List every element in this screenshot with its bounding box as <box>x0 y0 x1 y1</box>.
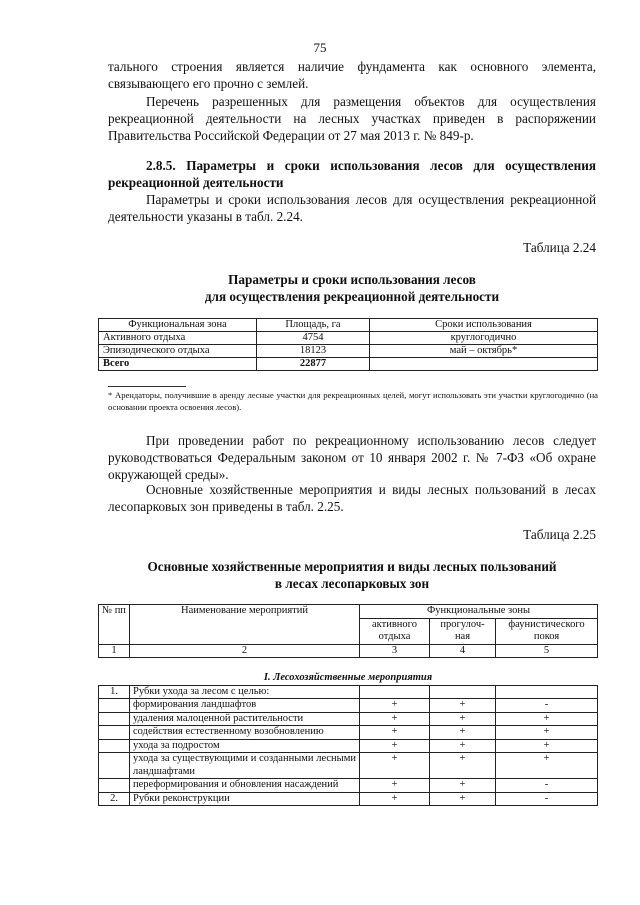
zone-value: + <box>360 726 430 740</box>
activity-name: Рубки реконструкции <box>130 792 360 806</box>
area-cell: 4754 <box>257 332 370 345</box>
header-zones: Функциональные зоны <box>360 605 598 619</box>
header-zone-walking: прогулоч-ная <box>430 618 496 644</box>
zone-value: - <box>496 699 598 713</box>
table-row <box>99 712 598 726</box>
footnote: * Арендаторы, получившие в аренду лесные участки для рекреационных целей, могут использовать эти участки круглогодично (на основании проекта освоения лесов). <box>108 390 598 412</box>
section-title: I. Лесохозяйственные мероприятия <box>99 658 598 686</box>
table-row <box>99 753 598 779</box>
header-num: № пп <box>99 605 130 645</box>
period-cell: май – октябрь* <box>370 345 598 358</box>
zone-value: + <box>430 739 496 753</box>
table-row <box>99 726 598 740</box>
row-number-empty <box>99 726 130 740</box>
paragraph-continuation: тального строения является наличие фундамента как основного элемента, связывающего его прочно с землей. <box>108 59 596 92</box>
col-number: 5 <box>496 644 598 658</box>
table-label: Таблица 2.24 <box>523 240 596 255</box>
table-row <box>99 699 598 713</box>
total-area: 22877 <box>257 358 370 371</box>
period-cell: круглогодично <box>370 332 598 345</box>
table-title-line1: Основные хозяйственные мероприятия и виды лесных пользований <box>147 559 557 574</box>
page-number: 75 <box>313 40 327 55</box>
section-row <box>99 658 598 686</box>
table-row <box>99 779 598 793</box>
zone-cell: Активного отдыха <box>99 332 257 345</box>
zone-value: + <box>430 699 496 713</box>
table-header-row <box>99 319 598 332</box>
zone-value: + <box>496 739 598 753</box>
header-name: Наименование мероприятий <box>130 605 360 645</box>
zone-value: - <box>496 779 598 793</box>
row-number-empty <box>99 699 130 713</box>
total-empty <box>370 358 598 371</box>
zone-value: + <box>360 739 430 753</box>
header-cell: Функциональная зона <box>99 319 257 332</box>
zone-value: + <box>430 753 496 779</box>
paragraph-federal-law: При проведении работ по рекреационному использованию лесов следует руководствоваться Федеральным законом от 10 января 2002 г. № 7-ФЗ «Об охране окружающей среды». <box>108 433 596 483</box>
zone-value <box>430 685 496 699</box>
row-number: 1. <box>99 685 130 699</box>
activity-name: удаления малоценной растительности <box>130 712 360 726</box>
table-row <box>99 792 598 806</box>
table-title-line2: в лесах лесопарковых зон <box>274 576 430 591</box>
zone-value: + <box>430 779 496 793</box>
zone-value: + <box>496 753 598 779</box>
zone-value: - <box>496 792 598 806</box>
col-number: 1 <box>99 644 130 658</box>
forest-activities-table <box>98 604 598 806</box>
zone-value: + <box>360 753 430 779</box>
header-zone-fauna: фаунистического покоя <box>496 618 598 644</box>
row-number: 2. <box>99 792 130 806</box>
table-row <box>99 345 598 358</box>
section-heading: 2.8.5. Параметры и сроки использования лесов для осуществления рекреационной деятельности <box>108 158 596 191</box>
zone-cell: Эпизодического отдыха <box>99 345 257 358</box>
zone-value: + <box>496 712 598 726</box>
activity-name: содействия естественному возобновлению <box>130 726 360 740</box>
paragraph-parameters: Параметры и сроки использования лесов для осуществления рекреационной деятельности указаны в табл. 2.24. <box>108 192 596 225</box>
row-number-empty <box>99 753 130 779</box>
header-cell: Сроки использования <box>370 319 598 332</box>
footnote-divider <box>108 386 186 387</box>
column-number-row <box>99 644 598 658</box>
table-title-line1: Параметры и сроки использования лесов <box>228 272 476 287</box>
zone-value: + <box>496 726 598 740</box>
recreation-parameters-table <box>98 318 598 371</box>
header-zone-active: активного отдыха <box>360 618 430 644</box>
table-row <box>99 332 598 345</box>
zone-value: + <box>430 712 496 726</box>
zone-value <box>496 685 598 699</box>
table-header-row <box>99 605 598 619</box>
zone-value: + <box>360 712 430 726</box>
zone-value: + <box>360 792 430 806</box>
activity-name: переформирования и обновления насаждений <box>130 779 360 793</box>
row-number-empty <box>99 779 130 793</box>
activity-name: ухода за подростом <box>130 739 360 753</box>
activity-name: формирования ландшафтов <box>130 699 360 713</box>
col-number: 4 <box>430 644 496 658</box>
zone-value: + <box>430 726 496 740</box>
table-total-row <box>99 358 598 371</box>
table-row <box>99 685 598 699</box>
table-title-line2: для осуществления рекреационной деятельности <box>204 289 500 304</box>
col-number: 2 <box>130 644 360 658</box>
header-cell: Площадь, га <box>257 319 370 332</box>
col-number: 3 <box>360 644 430 658</box>
zone-value <box>360 685 430 699</box>
table-label: Таблица 2.25 <box>523 527 596 542</box>
area-cell: 18123 <box>257 345 370 358</box>
activity-name: ухода за существующими и созданными лесными ландшафтами <box>130 753 360 779</box>
total-label: Всего <box>99 358 257 371</box>
activity-name: Рубки ухода за лесом с целью: <box>130 685 360 699</box>
zone-value: + <box>360 699 430 713</box>
zone-value: + <box>360 779 430 793</box>
row-number-empty <box>99 739 130 753</box>
paragraph-permitted-objects: Перечень разрешенных для размещения объектов для осуществления рекреационной деятельности на лесных участках приведен в распоряжении Правительства Российской Федерации от 27 мая 2013 г. № 849-р. <box>108 94 596 144</box>
row-number-empty <box>99 712 130 726</box>
paragraph-main-activities: Основные хозяйственные мероприятия и виды лесных пользований в лесах лесопарковых зон приведены в табл. 2.25. <box>108 482 596 515</box>
zone-value: + <box>430 792 496 806</box>
table-row <box>99 739 598 753</box>
